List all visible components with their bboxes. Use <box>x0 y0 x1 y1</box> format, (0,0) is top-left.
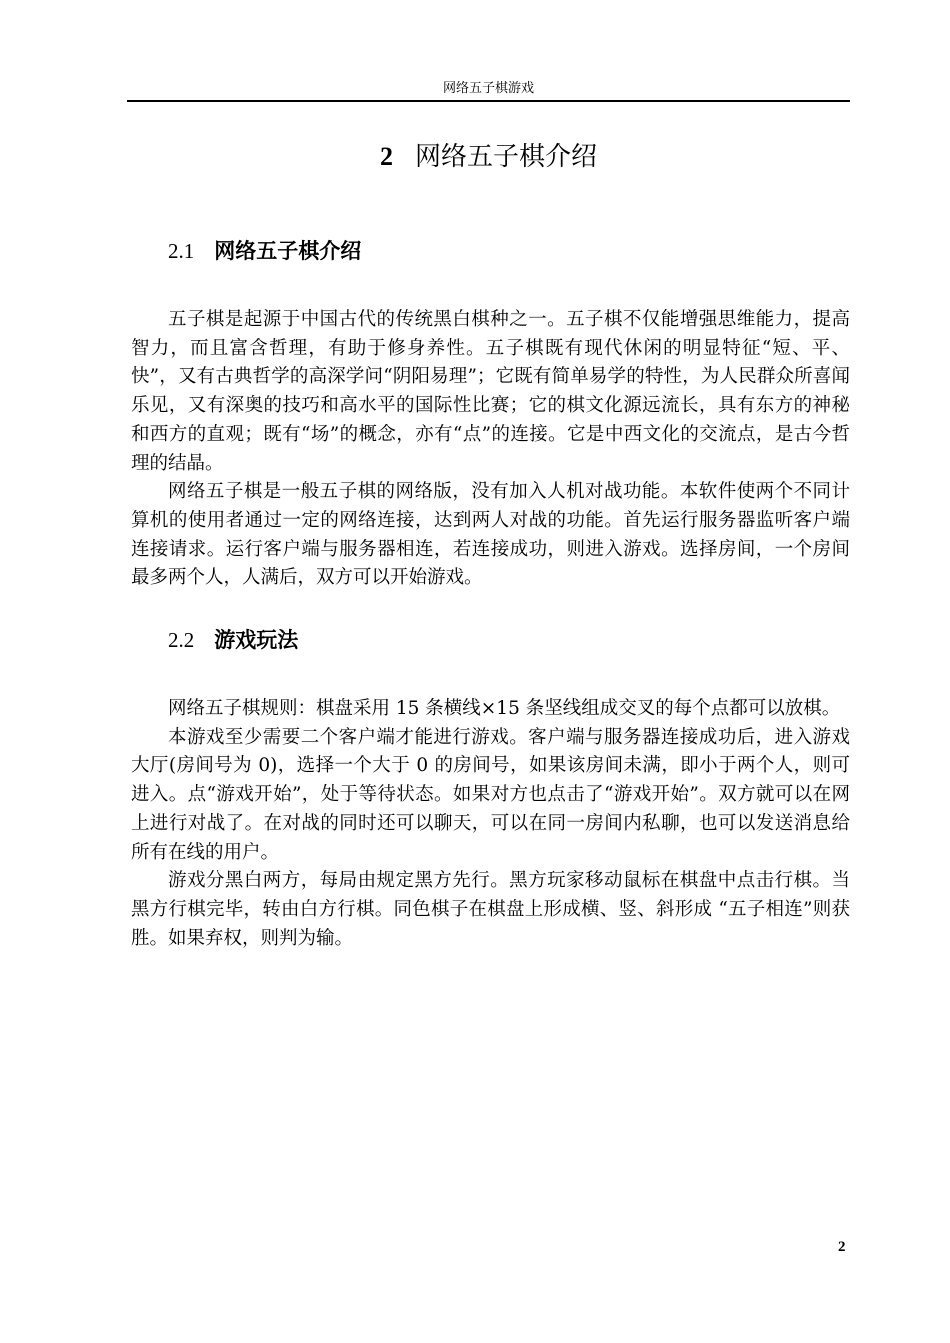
chapter-title <box>127 140 850 174</box>
chapter-title-text: 网络五子棋介绍 <box>414 142 597 172</box>
section-number: 2.2 <box>168 628 195 652</box>
paragraph: 网络五子棋是一般五子棋的网络版，没有加入人机对战功能。本软件使两个不同计算机的使用者通过一定的网络连接，达到两人对战的功能。首先运行服务器监听客户端连接请求。运行客户端与服务器相连，若连接成功，则进入游戏。选择房间，一个房间最多两个人，人满后，双方可以开始游戏。 <box>131 481 850 589</box>
section-title: 游戏玩法 <box>214 628 299 652</box>
paragraph: 五子棋是起源于中国古代的传统黑白棋种之一。五子棋不仅能增强思维能力，提高智力，而且富含哲理，有助于修身养性。五子棋既有现代休闲的明显特征“短、平、快”，又有古典哲学的高深学问“阴阳易理”；它既有简单易学的特性，为人民群众所喜闻乐见，又有深奥的技巧和高水平的国际性比赛；它的棋文化源远流长，具有东方的神秘和西方的直观；既有“场”的概念，亦有“点”的连接。它是中西文化的交流点，是古今哲理的结晶。 <box>131 309 850 474</box>
section-body-2-1 <box>131 306 850 593</box>
section-body-2-2 <box>131 695 850 953</box>
section-heading-2-1 <box>168 237 361 265</box>
running-header: 网络五子棋游戏 <box>442 81 534 96</box>
paragraph: 网络五子棋规则：棋盘采用 15 条横线×15 条坚线组成交叉的每个点都可以放棋。 <box>168 698 841 719</box>
paragraph: 本游戏至少需要二个客户端才能进行游戏。客户端与服务器连接成功后，进入游戏大厅(房间号为 0)，选择一个大于 0 的房间号，如果该房间未满，即小于两个人，则可进入。点“游戏开始”，处于等待状态。如果对方也点击了“游戏开始”。双方就可以在网上进行对战了。在对战的同时还可以聊天，可以在同一房间内私聊，也可以发送消息给所有在线的用户。 <box>131 726 850 863</box>
section-heading-2-2 <box>168 626 298 654</box>
header-rule <box>127 100 850 102</box>
chapter-number: 2 <box>379 142 393 171</box>
page-number: 2 <box>838 1239 846 1255</box>
section-title: 网络五子棋介绍 <box>214 239 362 263</box>
section-number: 2.1 <box>168 239 195 263</box>
paragraph: 游戏分黑白两方，每局由规定黑方先行。黑方玩家移动鼠标在棋盘中点击行棋。当黑方行棋完毕，转由白方行棋。同色棋子在棋盘上形成横、竖、斜形成 “五子相连”则获胜。如果弃权，则判为输。 <box>131 870 850 949</box>
